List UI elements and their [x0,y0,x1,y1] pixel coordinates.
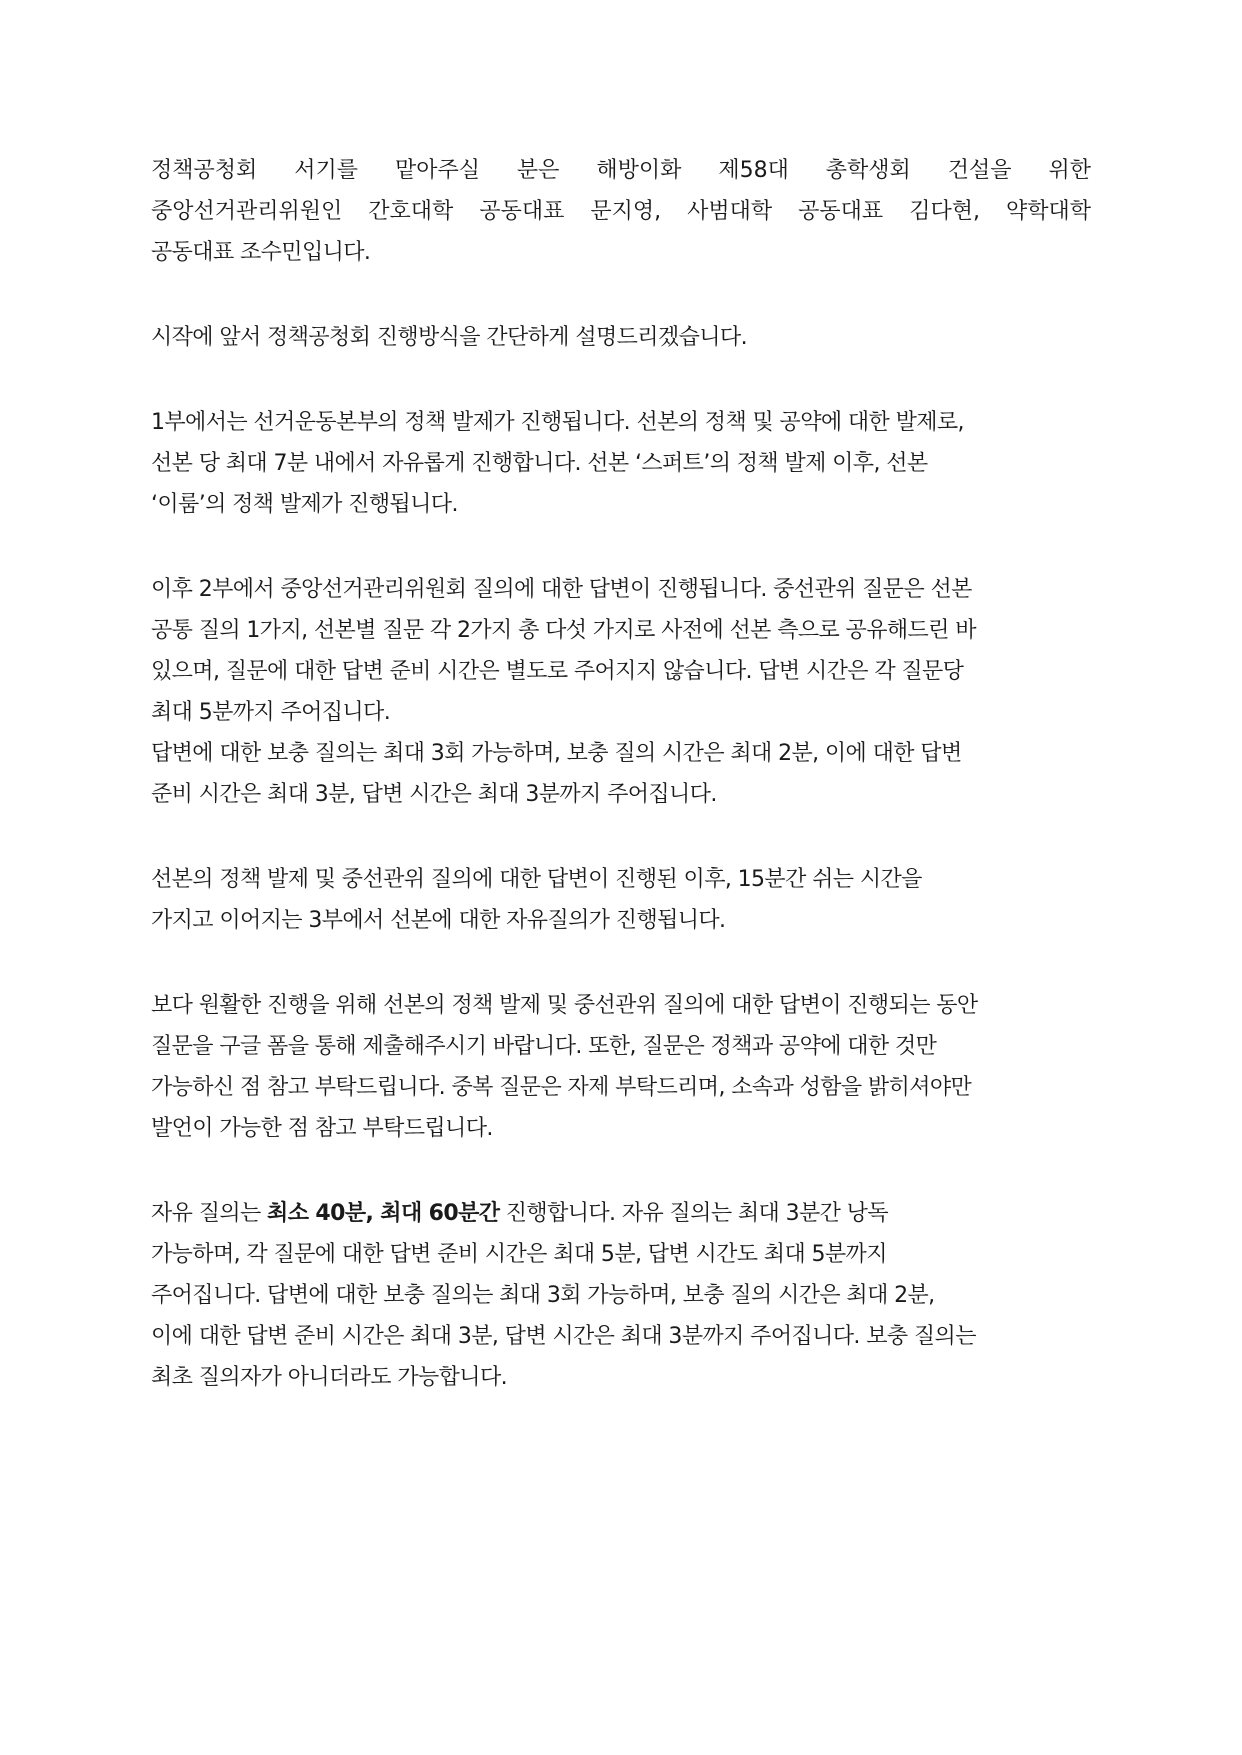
text-line: 질문을 구글 폼을 통해 제출해주시기 바랍니다. 또한, 질문은 정책과 공약에 대한 것만 [151,1034,937,1059]
text-line: 있으며, 질문에 대한 답변 준비 시간은 별도로 주어지지 않습니다. 답변 시간은 각 질문당 [151,659,964,684]
text-line: 준비 시간은 최대 3분, 답변 시간은 최대 3분까지 주어집니다. [151,782,717,807]
text-line: 가능하신 점 참고 부탁드립니다. 중복 질문은 자제 부탁드리며, 소속과 성함을 밝히셔야만 [151,1075,972,1100]
text-line: 이후 2부에서 중앙선거관리위원회 질의에 대한 답변이 진행됩니다. 중선관위 질문은 선본 [151,577,972,602]
paragraph-intro [151,317,1091,358]
text-line: 선본의 정책 발제 및 중선관위 질의에 대한 답변이 진행된 이후, 15분간 쉬는 시간을 [151,867,922,892]
text-line: 가능하며, 각 질문에 대한 답변 준비 시간은 최대 5분, 답변 시간도 최대 5분까지 [151,1242,887,1267]
text-line: 답변에 대한 보충 질의는 최대 3회 가능하며, 보충 질의 시간은 최대 2분, 이에 대한 답변 [151,741,962,766]
text-line: 시작에 앞서 정책공청회 진행방식을 간단하게 설명드리겠습니다. [151,325,747,350]
text-line: 정책공청회 서기를 맡아주실 분은 해방이화 제58대 총학생회 건설을 위한 [151,158,1091,183]
text-line: 이에 대한 답변 준비 시간은 최대 3분, 답변 시간은 최대 3분까지 주어집니다. 보충 질의는 [151,1324,976,1349]
document-body [151,150,1091,1442]
text-line: 최대 5분까지 주어집니다. [151,700,391,725]
emphasis-time: 최소 40분, 최대 60분간 [267,1201,500,1226]
paragraph-part-1 [151,402,1091,525]
text-line: 주어집니다. 답변에 대한 보충 질의는 최대 3회 가능하며, 보충 질의 시간은 최대 2분, [151,1283,935,1308]
text-line: 자유 질의는 최소 40분, 최대 60분간 진행합니다. 자유 질의는 최대 3분간 낭독 [151,1201,888,1226]
paragraph-secretary [151,150,1091,273]
paragraph-free-questions [151,1193,1091,1398]
paragraph-break [151,859,1091,941]
text-line: 1부에서는 선거운동본부의 정책 발제가 진행됩니다. 선본의 정책 및 공약에 대한 발제로, [151,410,964,435]
text-line: ‘이룸’의 정책 발제가 진행됩니다. [151,492,458,517]
text-line: 최초 질의자가 아니더라도 가능합니다. [151,1365,508,1390]
text-line: 보다 원활한 진행을 위해 선본의 정책 발제 및 중선관위 질의에 대한 답변이 진행되는 동안 [151,993,978,1018]
paragraph-questions [151,985,1091,1149]
text-line: 공동대표 조수민입니다. [151,240,371,265]
paragraph-part-2 [151,569,1091,815]
text-line: 가지고 이어지는 3부에서 선본에 대한 자유질의가 진행됩니다. [151,908,726,933]
text-line: 공통 질의 1가지, 선본별 질문 각 2가지 총 다섯 가지로 사전에 선본 측으로 공유해드린 바 [151,618,976,643]
text-line: 중앙선거관리위원인 간호대학 공동대표 문지영, 사범대학 공동대표 김다현, 약학대학 [151,199,1091,224]
text-line: 발언이 가능한 점 참고 부탁드립니다. [151,1116,493,1141]
text-line: 선본 당 최대 7분 내에서 자유롭게 진행합니다. 선본 ‘스퍼트’의 정책 발제 이후, 선본 [151,451,928,476]
